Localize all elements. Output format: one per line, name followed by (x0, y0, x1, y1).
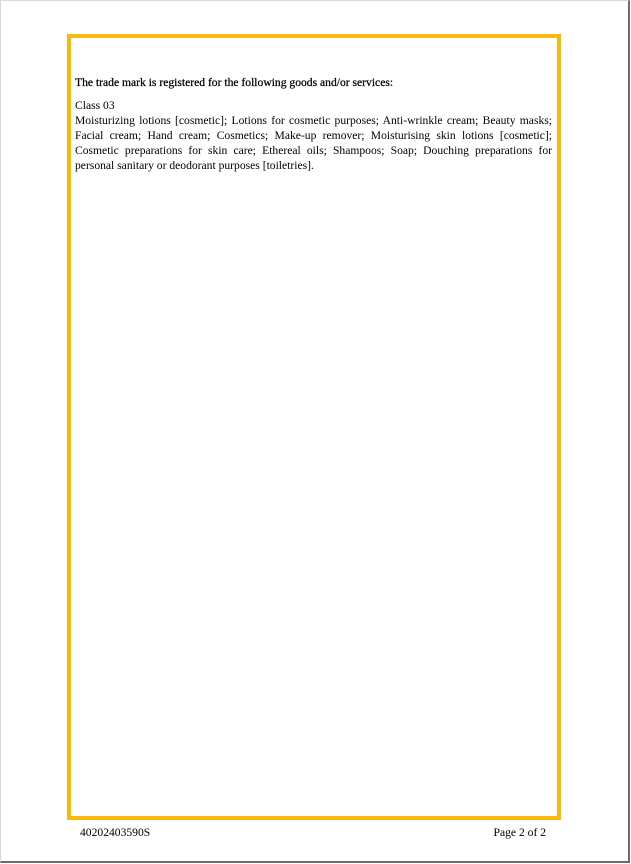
page-indicator: Page 2 of 2 (493, 826, 546, 839)
goods-list: Moisturizing lotions [cosmetic]; Lotions for cosmetic purposes; Anti-wrinkle cream; Beauty masks; Facial cream; Hand cream; Cosmetics; Make-up remover; Moisturising skin lotions [cosmetic]; Cosmetic preparations for skin care; Ethereal oils; Shampoos; Soap; Douching preparations for personal sanitary or deodorant purposes [toiletries]. (75, 114, 552, 172)
registration-number: 40202403590S (80, 826, 151, 839)
document-content (75, 76, 552, 173)
class-label: Class 03 (75, 99, 115, 112)
goods-services-heading: The trade mark is registered for the following goods and/or services: (75, 76, 394, 89)
